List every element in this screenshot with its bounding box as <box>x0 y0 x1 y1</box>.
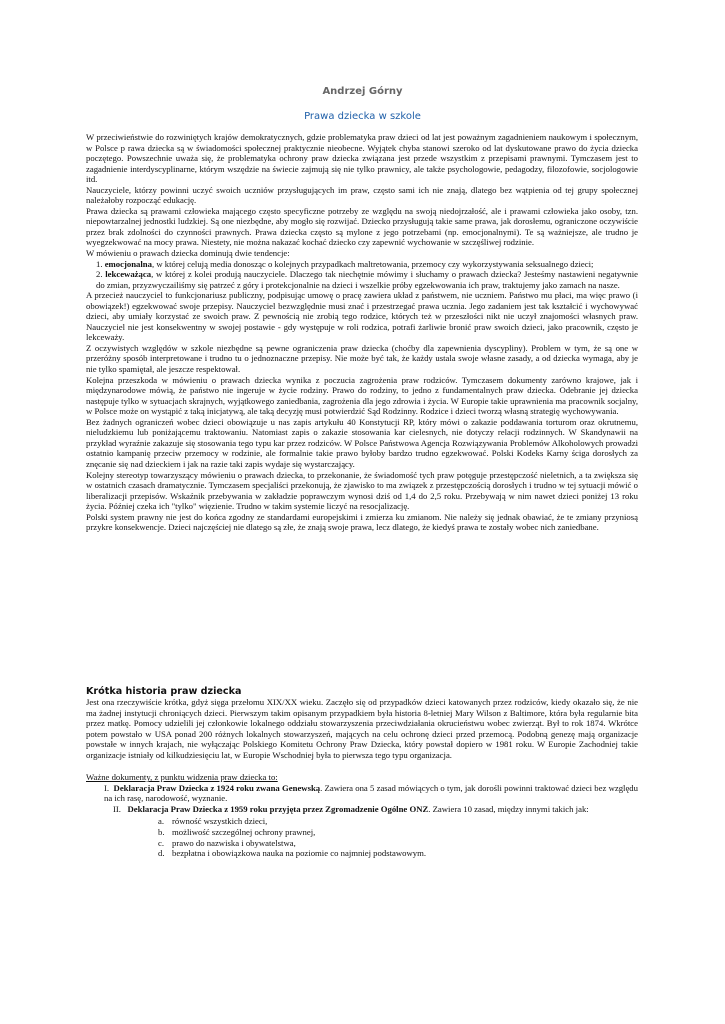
paragraph: W przeciwieństwie do rozwiniętych krajów demokratycznych, gdzie problematyka praw dzieci od lat jest poważnym zagadnieniem naukowym i społecznym, w Polsce p rawa dziecka są w świadomości społecznej praktycznie nieobecne. Wyjątek chyba stanowi szeroko od lat dyskutowane prawo do życia dziecka poczętego. Powszechnie uważa się, że problematyka ochrony praw dziecka związana jest przede wszystkim z przepisami prawnymi. Tymczasem jest to zagadnienie interdyscyplinarne, którym wszędzie na świecie zajmują się nie tylko prawnicy, ale także psychologowie, pedagodzy, filozofowie, socjologowie itd. <box>86 132 638 185</box>
list-item-text: równość wszystkich dzieci, <box>172 816 268 827</box>
list-item-text: bezpłatna i obowiązkowa nauka na poziomie co najmniej podstawowym. <box>172 848 427 859</box>
tendency-item <box>86 259 638 270</box>
roman-numeral: II. <box>113 803 121 814</box>
list-item-text: prawo do nazwiska i obywatelstwa, <box>172 837 296 848</box>
paragraph: Kolejna przeszkoda w mówieniu o prawach dziecka wynika z poczucia zagrożenia praw rodziców. Tymczasem dokumenty zarówno krajowe, jak i międzynarodowe mówią, że państwo nie ingeruje w życie rodziny. Prawo do rodziny, to jedno z fundamentalnych praw dziecka. Odebranie jej dziecka następuje tylko w sytuacjach skrajnych, wyjątkowego zaniedbania, zagrożenia dla jego zdrowia i życia. W Europie takie uprawnienia ma pracownik socjalny, w Polsce może on wystąpić z taką inicjatywą, ale taką decyzję musi potwierdzić Sąd Rodzinny. Rodzice i dzieci tworzą własną strategię wychowywania. <box>86 374 638 417</box>
list-item <box>158 827 638 838</box>
list-marker: a. <box>158 816 165 827</box>
tendency-term: lekceważąca <box>105 269 152 280</box>
list-marker: c. <box>158 837 165 848</box>
paragraph: A przecież nauczyciel to funkcjonariusz publiczny, podpisując umowę o pracę zawiera układ z państwem, nie uczniem. Państwo mu płaci, ma więc prawo (i obowiązek!) egzekwować swoje przepisy. Nauczyciel bezwzględnie musi znać i przestrzegać prawa ucznia. Jego zadaniem jest tak kształcić i wychowywać dzieci, aby umiały korzystać ze swoich praw. Z pewnością nie zrobią tego rodzice, których też w przeszłości nikt nie uczył znajomości własnych praw. Nauczyciel nie jest konsekwentny w swojej postawie - gdy występuje w roli rodzica, potrafi żarliwie bronić praw swoich dzieci, jako pracownik, często je lekceważy. <box>86 290 638 343</box>
document-item <box>86 804 638 815</box>
document-title: Prawa dziecka w szkole <box>304 111 421 122</box>
paragraph: Bez żadnych ograniczeń wobec dzieci obowiązuje u nas zapis artykułu 40 Konstytucji RP, który mówi o zakazie poddawania torturom oraz okrutnemu, nieludzkiemu lub poniżającemu traktowaniu. Natomiast zapis o zakazie stosowania kar cielesnych, nie dotyczy relacji rodzinnych. W Skandynawii na przykład wyraźnie zakazuje się stosowania tego typu kar przez rodziców. W Polsce Państwowa Agencja Rozwiązywania Problemów Alkoholowych prowadzi ostatnio kampanię przeciw przemocy w rodzinie, ale formalnie takie prawo byłoby bardzo trudno egzekwować. Polski Kodeks Karny ściga dorosłych za znęcanie się nad dzieckiem i jak na razie taki zapis wydaje się wystarczający. <box>86 416 638 469</box>
paragraph: Prawa dziecka są prawami człowieka mającego często specyficzne potrzeby ze względu na swoją niedojrzałość, ale i prawami człowieka jako osoby, tzn. niepowtarzalnej jednostki ludzkiej. Są one niezbędne, aby mogło się rozwijać. Dziecko przysługują takie same prawa, jak dorosłemu, ograniczone oczywiście przez brak zdolności do czynności prawnych. Prawa dziecka często są mylone z jego potrzebami (np. emocjonalnymi). Te są ważniejsze, ale trudno je wyegzekwować na mocy prawa. Niestety, nie można nakazać kochać dziecko czy zapewnić wychowanie w szczęśliwej rodzinie. <box>86 205 638 248</box>
section-heading: Krótka historia praw dziecka <box>86 686 242 697</box>
paragraph: Jest ona rzeczywiście krótka, gdyż sięga przełomu XIX/XX wieku. Zaczęło się od przypadków dzieci katowanych przez rodziców, kiedy okazało się, że nie ma żadnej instytucji chroniących dzieci. Pierwszym takim opisanym przypadkiem była historia 8-letniej Mary Wilson z Baltimore, która była regularnie bita przez matkę. Pomocy udzielili jej członkowie lokalnego oddziału stowarzyszenia przeciwdziałania okrucieństwu wobec zwierząt. Był to rok 1874. Wkrótce potem powstało w USA ponad 200 różnych lokalnych stowarzyszeń, mających na celu ochronę dzieci przed przemocą. Podobną genezę mają organizacje powstałe w innych krajach, nie wyłączając Polskiego Komitetu Ochrony Praw Dziecka, który powstał dopiero w 1981 roku. W Europie Zachodniej takie organizacje istniały od kilkudziesięciu lat, w Europie Wschodniej była to pierwsza tego typu organizacja. <box>86 697 638 760</box>
document-title-text: Deklaracja Praw Dziecka z 1959 roku przyjęta przez Zgromadzenie Ogólne ONZ <box>127 803 429 814</box>
list-number: 1. <box>96 258 103 269</box>
history-section <box>86 697 638 859</box>
list-marker: b. <box>158 827 165 838</box>
tendency-item <box>86 269 638 290</box>
principles-list <box>158 816 638 858</box>
document-item <box>86 783 638 804</box>
document-desc: . Zawiera ona 5 zasad mówiących o tym, jak dorośli powinni traktować dzieci bez względu na ich rasę, narodowość, wyznanie. <box>104 782 638 804</box>
list-number: 2. <box>96 269 103 280</box>
list-item-text: możliwość szczególnej ochrony prawnej, <box>172 827 316 838</box>
paragraph: Nauczyciele, którzy powinni uczyć swoich uczniów przysługujących im praw, często sami ich nie znają, dlatego bez wątpienia od tej grupy społecznej należałoby rozpocząć edukację. <box>86 184 638 206</box>
tendency-term: emocjonalna <box>104 258 152 269</box>
tendency-text: , w której z kolei produją nauczyciele. Dlaczego tak niechętnie mówimy i słuchamy o prawach dziecka? Jesteśmy nastawieni negatywnie do zmian, przyzwyczailiśmy się patrzeć z góry i protekcjonalnie na dzieci i wszelkie próby egzekwowania ich praw, traktujemy jako zamach na nasze. <box>96 269 638 290</box>
paragraph: W mówieniu o prawach dziecka dominują dwie tendencje: <box>86 248 290 259</box>
tendency-text: , w której celują media donosząc o kolejnych przypadkach maltretowania, przemocy czy wykorzystywania seksualnego dzieci; <box>151 258 594 269</box>
list-item <box>158 848 638 859</box>
paragraph: Polski system prawny nie jest do końca zgodny ze standardami europejskimi i zmierza ku zmianom. Nie należy się jednak obawiać, że te zmiany przyniosą przykre konsekwencje. Dzieci najczęściej nie dlatego są złe, że znają swoje prawa, lecz dlatego, że kiedyś prawa te zostały wobec nich zaniedbane. <box>86 511 638 533</box>
roman-numeral: I. <box>104 782 110 793</box>
list-item <box>158 838 638 849</box>
main-text <box>86 132 638 533</box>
list-item <box>158 816 638 827</box>
document-desc: . Zawiera 10 zasad, między innymi takich jak: <box>428 803 589 814</box>
documents-intro: Ważne dokumenty, z punktu widzenia praw dziecka to: <box>86 772 278 783</box>
paragraph: Z oczywistych względów w szkole niezbędne są pewne ograniczenia praw dziecka (choćby dla zapewnienia dyscypliny). Problem w tym, że są one w przeróżny sposób interpretowane i trudno tu o jednoznaczne przepisy. Nie może być tak, że każdy ustala swoje własne zasady, a od dziecka wymaga, aby je nie tylko spamiętał, ale jeszcze respektował. <box>86 342 638 375</box>
paragraph: Kolejny stereotyp towarzyszący mówieniu o prawach dziecka, to przekonanie, że świadomość tych praw potęguje przestępczość nieletnich, a ta zwiększa się w ostatnich czasach dramatycznie. Tymczasem specjaliści przekonują, że zjawisko to ma związek z przestępczością dorosłych i trudno w tej sytuacji mówić o liberalizacji przepisów. Wskaźnik przebywania w zakładzie poprawczym wynosi dziś od 1,4 do 2,5 roku. Przebywają w nim nawet dzieci poniżej 13 roku życia. Później czeka ich "tylko" więzienie. Trudno w takim systemie liczyć na resocjalizację. <box>86 469 638 512</box>
author-name: Andrzej Górny <box>322 86 403 97</box>
list-marker: d. <box>158 848 165 859</box>
document-title-text: Deklaracja Praw Dziecka z 1924 roku zwana Genewską <box>113 782 321 793</box>
